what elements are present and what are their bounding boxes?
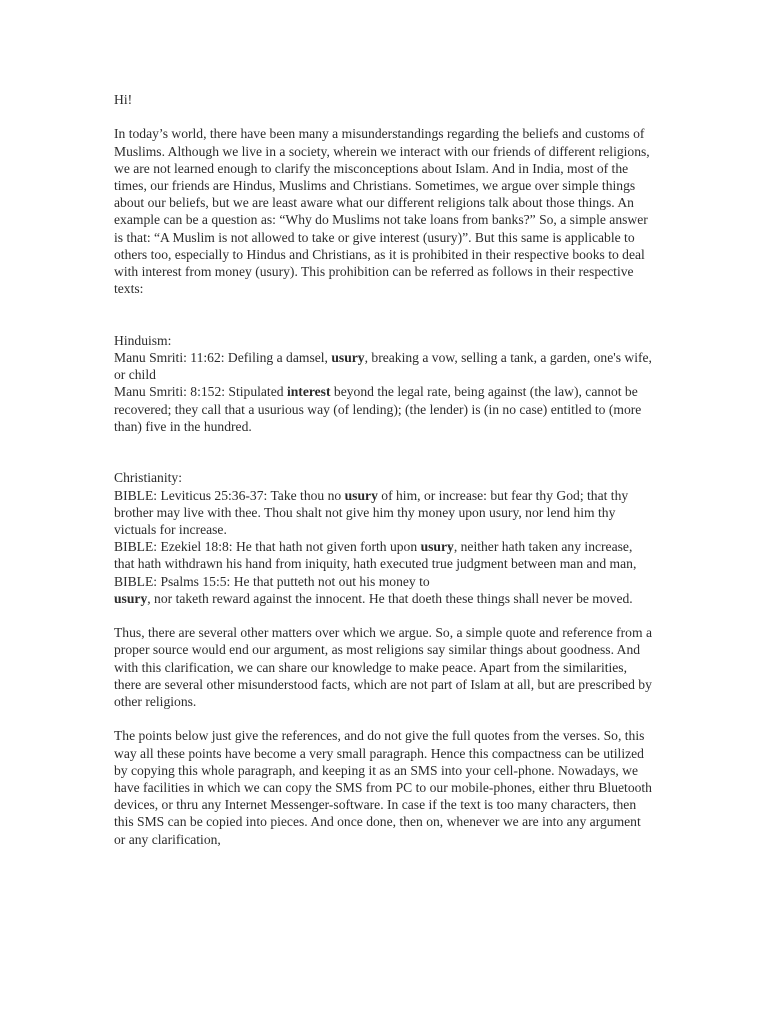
christianity-ref-psalms-cont xyxy=(114,590,654,607)
document-page xyxy=(114,91,654,865)
ref-keyword: interest xyxy=(286,384,331,400)
greeting: Hi! xyxy=(114,92,133,107)
ref-keyword: usury xyxy=(344,487,378,503)
ref-text: , neither hath taken any increase, that hath withdrawn his hand from iniquity, hath executed true judgment between man and man, xyxy=(114,539,637,572)
hinduism-heading: Hinduism: xyxy=(114,332,172,348)
ref-text: Manu Smriti: 8:152: Stipulated xyxy=(114,384,287,400)
ref-keyword: usury xyxy=(114,590,148,606)
body-paragraph-3: The points below just give the references, and do not give the full quotes from the verses. So, this way all these points have become a very small paragraph. Hence this compactness can be utilized by copying this whole paragraph, and keeping it as an SMS into your cell-phone. Nowadays, we have facilities in which we can copy the SMS from PC to our mobile-phones, either thru Bluetooth devices, or thru any Internet Messenger-software. In case if the text is too many characters, then this SMS can be copied into pieces. And once done, then on, whenever we are into any argument or any clarification, xyxy=(114,728,652,847)
ref-text: , breaking a vow, selling a tank, a garden, one's wife, or child xyxy=(114,350,652,383)
ref-text: beyond the legal rate, being against (the law), cannot be recovered; they call that a usurious way (of lending); (the lender) is (in no case) entitled to (more than) five in the hundred. xyxy=(114,384,642,434)
christianity-ref-psalms-line: BIBLE: Psalms 15:5: He that putteth not out his money to xyxy=(114,573,430,589)
christianity-section xyxy=(114,469,654,607)
spacer xyxy=(114,435,654,469)
ref-keyword: usury xyxy=(420,539,454,555)
ref-text: , nor taketh reward against the innocent. He that doeth these things shall never be moved. xyxy=(147,590,633,606)
christianity-ref-leviticus xyxy=(114,487,654,539)
body-paragraph-2: Thus, there are several other matters over which we argue. So, a simple quote and reference from a proper source would end our argument, as most religions say similar things about goodness. And with this clarification, we can share our knowledge to make peace. Apart from the similarities, there are several other misunderstood facts, which are not part of Islam at all, but are prescribed by other religions. xyxy=(114,625,652,710)
intro-paragraph: In today’s world, there have been many a misunderstandings regarding the beliefs and customs of Muslims. Although we live in a society, wherein we interact with our friends of different religions, we are not learned enough to clarify the misconceptions about Islam. And in India, most of the times, our friends are Hindus, Muslims and Christians. Sometimes, we argue over simple things about our beliefs, but we are least aware what our different religions talk about those things. An example can be a question as: “Why do Muslims not take loans from banks?” So, a simple answer is that: “A Muslim is not allowed to take or give interest (usury)”. But this same is applicable to others too, especially to Hindus and Christians, as it is prohibited in their respective books to deal with interest from money (usury). This prohibition can be referred as follows in their respective texts: xyxy=(114,126,650,297)
christianity-heading: Christianity: xyxy=(114,470,182,486)
ref-text: BIBLE: Leviticus 25:36-37: Take thou no xyxy=(114,487,345,503)
ref-text: of him, or increase: but fear thy God; that thy brother may live with thee. Thou shalt not give him thy money upon usury, nor lend him thy victuals for increase. xyxy=(114,487,629,538)
ref-text: BIBLE: Ezekiel 18:8: He that hath not given forth upon xyxy=(114,539,421,555)
christianity-ref-ezekiel xyxy=(114,538,654,572)
hinduism-section xyxy=(114,332,654,435)
hinduism-ref-manu-11-62 xyxy=(114,349,654,383)
spacer xyxy=(114,315,654,332)
hinduism-ref-manu-8-152 xyxy=(114,383,654,435)
ref-keyword: usury xyxy=(331,350,365,365)
spacer xyxy=(114,607,654,624)
ref-text: Manu Smriti: 11:62: Defiling a damsel, xyxy=(114,350,332,365)
